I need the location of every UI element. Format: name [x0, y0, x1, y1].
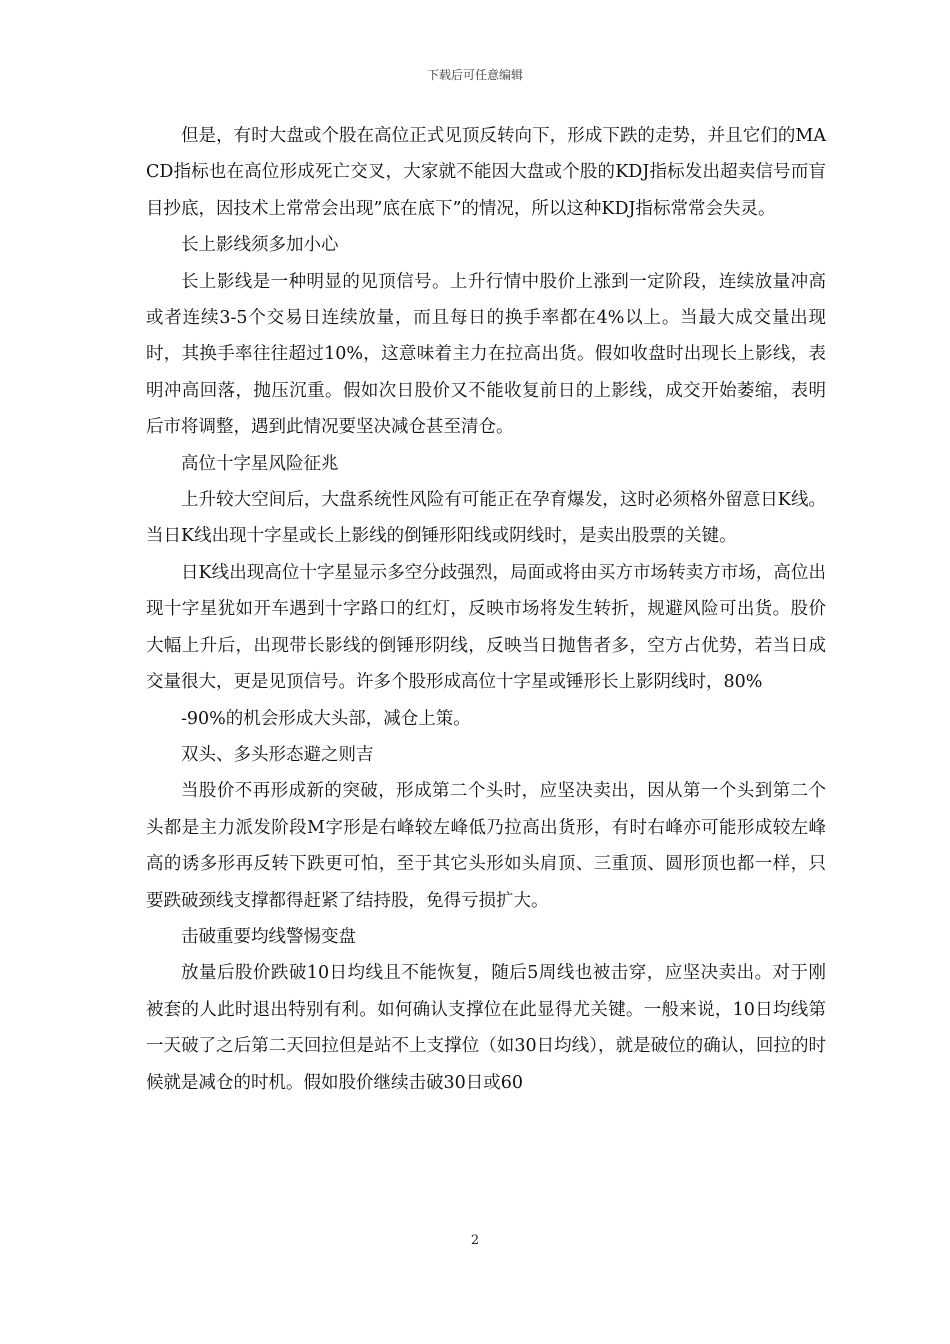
paragraph: 但是，有时大盘或个股在高位正式见顶反转向下，形成下跌的走势，并且它们的MACD指标也在高位形成死亡交叉，大家就不能因大盘或个股的KDJ指标发出超卖信号而盲目抄底，因技术上常常会出现”底在底下”的情况，所以这种KDJ指标常常会失灵。	[146, 126, 826, 219]
section-heading: 长上影线须多加小心	[181, 235, 339, 256]
page-number: 2	[470, 1233, 480, 1248]
document-body	[146, 118, 826, 1101]
paragraph: 日K线出现高位十字星显示多空分歧强烈，局面或将由买方市场转卖方市场，高位出现十字星犹如开车遇到十字路口的红灯，反映市场将发生转折，规避风险可出货。股价大幅上升后，出现带长影线的倒锤形阴线，反映当日抛售者多，空方占优势，若当日成交量很大，更是见顶信号。许多个股形成高位十字星或锤形长上影阴线时，80%	[146, 562, 826, 693]
section-heading: 双头、多头形态避之则吉	[181, 744, 374, 765]
section-heading: 高位十字星风险征兆	[181, 453, 339, 474]
section-heading: 击破重要均线警惕变盘	[181, 926, 356, 947]
paragraph: 放量后股价跌破10日均线且不能恢复，随后5周线也被击穿，应坚决卖出。对于刚被套的人此时退出特别有利。如何确认支撑位在此显得尤关键。一般来说，10日均线第一天破了之后第二天回拉但是站不上支撑位（如30日均线），就是破位的确认，回拉的时候就是减仓的时机。假如股价继续击破30日或60	[146, 963, 826, 1093]
paragraph: 长上影线是一种明显的见顶信号。上升行情中股价上涨到一定阶段，连续放量冲高或者连续3-5个交易日连续放量，而且每日的换手率都在4%以上。当最大成交量出现时，其换手率往往超过10%，这意味着主力在拉高出货。假如收盘时出现长上影线，表明冲高回落，抛压沉重。假如次日股价又不能收复前日的上影线，成交开始萎缩，表明后市将调整，遇到此情况要坚决减仓甚至清仓。	[146, 271, 826, 438]
paragraph: 上升较大空间后，大盘系统性风险有可能正在孕育爆发，这时必须格外留意日K线。当日K线出现十字星或长上影线的倒锤形阳线或阴线时，是卖出股票的关键。	[146, 490, 826, 547]
page-header: 下载后可任意编辑	[426, 68, 523, 82]
paragraph: -90%的机会形成大头部，减仓上策。	[181, 708, 471, 729]
paragraph: 当股价不再形成新的突破，形成第二个头时，应坚决卖出，因从第一个头到第二个头都是主力派发阶段M字形是右峰较左峰低乃拉高出货形，有时右峰亦可能形成较左峰高的诱多形再反转下跌更可怕，至于其它头形如头肩顶、三重顶、圆形顶也都一样，只要跌破颈线支撑都得赶紧了结持股，免得亏损扩大。	[146, 781, 826, 911]
